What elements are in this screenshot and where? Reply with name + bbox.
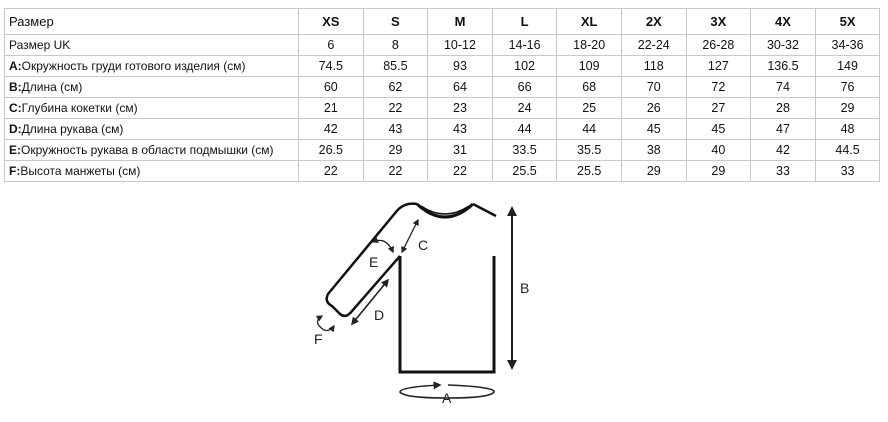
table-cell: 23	[428, 98, 493, 119]
row-code: A:	[9, 59, 22, 73]
table-cell: 33.5	[492, 140, 557, 161]
table-cell: 42	[299, 119, 364, 140]
table-row	[5, 56, 880, 77]
table-cell: 70	[621, 77, 686, 98]
row-code: C:	[9, 101, 22, 115]
table-cell: 22	[428, 161, 493, 182]
row-code: D:	[9, 122, 22, 136]
label-d: D	[374, 307, 385, 323]
label-e: E	[369, 254, 379, 270]
table-cell: 136.5	[751, 56, 816, 77]
table-cell: 29	[363, 140, 428, 161]
table-cell: 118	[621, 56, 686, 77]
row-label	[5, 119, 299, 140]
table-cell: 24	[492, 98, 557, 119]
right-shoulder	[473, 204, 496, 216]
table-cell: 43	[428, 119, 493, 140]
table-cell: 85.5	[363, 56, 428, 77]
table-cell: 38	[621, 140, 686, 161]
table-cell: 43	[363, 119, 428, 140]
table-cell: 127	[686, 56, 751, 77]
size-header: 5X	[815, 9, 880, 35]
table-cell: 33	[751, 161, 816, 182]
table-cell: 149	[815, 56, 880, 77]
size-header: 2X	[621, 9, 686, 35]
row-label	[5, 98, 299, 119]
sleeve-circumference-arc	[373, 240, 393, 252]
row-label-text: Глубина кокетки (см)	[21, 101, 138, 115]
size-header: XS	[299, 9, 364, 35]
row-label	[5, 77, 299, 98]
table-cell: 22	[299, 161, 364, 182]
table-cell: 30-32	[751, 35, 816, 56]
row-label-text: Высота манжеты (см)	[20, 164, 141, 178]
table-cell: 35.5	[557, 140, 622, 161]
table-cell: 45	[686, 119, 751, 140]
size-header: XL	[557, 9, 622, 35]
row-code: F:	[9, 164, 21, 178]
table-cell: 47	[751, 119, 816, 140]
table-row	[5, 77, 880, 98]
table-cell: 25	[557, 98, 622, 119]
table-cell: 29	[686, 161, 751, 182]
row-label	[5, 161, 299, 182]
table-cell: 33	[815, 161, 880, 182]
table-cell: 21	[299, 98, 364, 119]
table-row	[5, 98, 880, 119]
row-code: B:	[9, 80, 22, 94]
table-cell: 34-36	[815, 35, 880, 56]
table-row	[5, 35, 880, 56]
row-label-text: Окружность рукава в области подмышки (см)	[21, 143, 274, 157]
row-label-text: Размер UK	[9, 38, 71, 52]
table-cell: 60	[299, 77, 364, 98]
row-label	[5, 35, 299, 56]
table-cell: 48	[815, 119, 880, 140]
table-cell: 26-28	[686, 35, 751, 56]
size-chart-table	[4, 8, 880, 182]
row-label-text: Длина рукава (см)	[21, 122, 124, 136]
table-cell: 8	[363, 35, 428, 56]
header-label: Размер	[5, 9, 299, 35]
table-cell: 66	[492, 77, 557, 98]
table-header-row	[5, 9, 880, 35]
table-cell: 31	[428, 140, 493, 161]
table-cell: 68	[557, 77, 622, 98]
table-cell: 25.5	[492, 161, 557, 182]
table-row	[5, 119, 880, 140]
table-cell: 18-20	[557, 35, 622, 56]
table-row	[5, 161, 880, 182]
size-header: M	[428, 9, 493, 35]
table-cell: 102	[492, 56, 557, 77]
size-header: L	[492, 9, 557, 35]
size-header: S	[363, 9, 428, 35]
table-cell: 22	[363, 161, 428, 182]
table-cell: 40	[686, 140, 751, 161]
size-header: 3X	[686, 9, 751, 35]
table-cell: 25.5	[557, 161, 622, 182]
row-label-text: Длина (см)	[21, 80, 83, 94]
table-row	[5, 140, 880, 161]
cuff-height-arc	[317, 316, 334, 331]
table-cell: 76	[815, 77, 880, 98]
table-cell: 29	[815, 98, 880, 119]
table-cell: 72	[686, 77, 751, 98]
table-cell: 44	[492, 119, 557, 140]
table-cell: 42	[751, 140, 816, 161]
table-cell: 27	[686, 98, 751, 119]
label-b: B	[520, 280, 530, 296]
row-label-text: Окружность груди готового изделия (см)	[21, 59, 246, 73]
table-cell: 26	[621, 98, 686, 119]
table-cell: 109	[557, 56, 622, 77]
table-cell: 6	[299, 35, 364, 56]
table-cell: 22	[363, 98, 428, 119]
neckline	[417, 204, 473, 217]
label-c: C	[418, 237, 429, 253]
table-cell: 22-24	[621, 35, 686, 56]
table-cell: 44.5	[815, 140, 880, 161]
table-cell: 26.5	[299, 140, 364, 161]
row-label	[5, 140, 299, 161]
table-cell: 93	[428, 56, 493, 77]
table-cell: 29	[621, 161, 686, 182]
label-f: F	[314, 331, 323, 347]
table-cell: 74.5	[299, 56, 364, 77]
table-cell: 74	[751, 77, 816, 98]
table-cell: 64	[428, 77, 493, 98]
table-cell: 45	[621, 119, 686, 140]
table-cell: 62	[363, 77, 428, 98]
yoke-depth-arrow	[402, 220, 418, 252]
table-cell: 10-12	[428, 35, 493, 56]
row-code: E:	[9, 143, 21, 157]
table-cell: 44	[557, 119, 622, 140]
table-cell: 14-16	[492, 35, 557, 56]
label-a: A	[442, 390, 452, 406]
table-cell: 28	[751, 98, 816, 119]
garment-diagram	[300, 192, 540, 414]
garment-body-outline	[400, 256, 494, 372]
row-label	[5, 56, 299, 77]
size-header: 4X	[751, 9, 816, 35]
